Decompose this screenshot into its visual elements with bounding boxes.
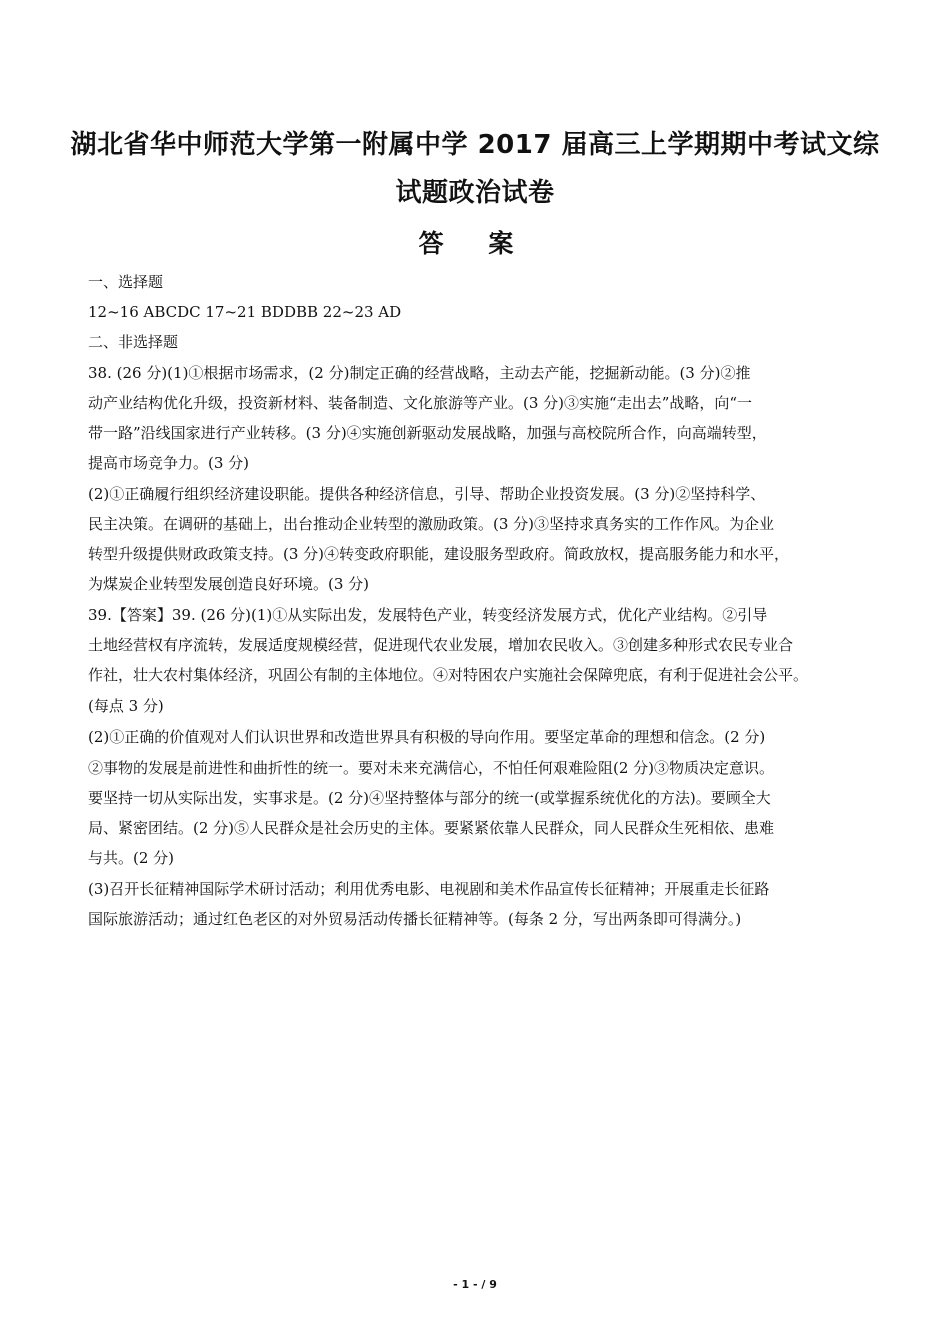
document-title-continued: 试题政治试卷 [395, 178, 555, 208]
document-title: 湖北省华中师范大学第一附属中学 2017 届高三上学期期中考试文综 [70, 130, 880, 160]
answer-line: 要坚持一切从实际出发，实事求是。(2 分)④坚持整体与部分的统一(或掌握系统优化的方法)。要顾全大 [88, 789, 771, 807]
answer-line: 作社，壮大农村集体经济，巩固公有制的主体地位。④对特困农户实施社会保障兜底，有利于促进社会公平。 [88, 666, 809, 684]
answer-line: 民主决策。在调研的基础上，出台推动企业转型的激励政策。(3 分)③坚持求真务实的工作作风。为企业 [88, 515, 775, 533]
answer-line: 国际旅游活动；通过红色老区的对外贸易活动传播长征精神等。(每条 2 分，写出两条即可得满分。) [88, 910, 742, 928]
answer-line: 动产业结构优化升级，投资新材料、装备制造、文化旅游等产业。(3 分)③实施“走出去”战略，向“一 [88, 394, 753, 412]
answer-line: 转型升级提供财政政策支持。(3 分)④转变政府职能，建设服务型政府。简政放权，提高服务能力和水平， [88, 545, 790, 563]
answer-line: ②事物的发展是前进性和曲折性的统一。要对未来充满信心，不怕任何艰难险阻(2 分)③物质决定意识。 [88, 759, 775, 777]
page-number: - 1 - / 9 [453, 1278, 497, 1291]
answer-line: 土地经营权有序流转，发展适度规模经营，促进现代农业发展，增加农民收入。③创建多种形式农民专业合 [88, 636, 794, 654]
answer-line: 提高市场竞争力。(3 分) [88, 454, 250, 472]
answer-line: 局、紧密团结。(2 分)⑤人民群众是社会历史的主体。要紧紧依靠人民群众，同人民群众生死相依、患难 [88, 819, 775, 837]
answer-heading: 答 案 [418, 229, 532, 258]
answer-line: (每点 3 分) [88, 697, 164, 715]
answer-line: (2)①正确履行组织经济建设职能。提供各种经济信息，引导、帮助企业投资发展。(3 分)②坚持科学、 [88, 485, 766, 503]
answer-line: 39.【答案】39. (26 分)(1)①从实际出发，发展特色产业，转变经济发展方式，优化产业结构。②引导 [88, 606, 768, 624]
answer-line: 38. (26 分)(1)①根据市场需求，(2 分)制定正确的经营战略，主动去产能，挖掘新动能。(3 分)②推 [88, 364, 751, 382]
answer-line: 为煤炭企业转型发展创造良好环境。(3 分) [88, 575, 370, 593]
choice-answers: 12~16 ABCDC 17~21 BDDBB 22~23 AD [88, 303, 402, 321]
answer-line: (2)①正确的价值观对人们认识世界和改造世界具有积极的导向作用。要坚定革命的理想和信念。(2 分) [88, 728, 766, 746]
answer-line: 带一路”沿线国家进行产业转移。(3 分)④实施创新驱动发展战略，加强与高校院所合作，向高端转型， [88, 424, 767, 442]
section-heading-choice: 一、选择题 [88, 273, 164, 291]
answer-line: 与共。(2 分) [88, 849, 175, 867]
section-heading-nonchoice: 二、非选择题 [88, 333, 179, 351]
answer-line: (3)召开长征精神国际学术研讨活动；利用优秀电影、电视剧和美术作品宣传长征精神；开展重走长征路 [88, 880, 770, 898]
